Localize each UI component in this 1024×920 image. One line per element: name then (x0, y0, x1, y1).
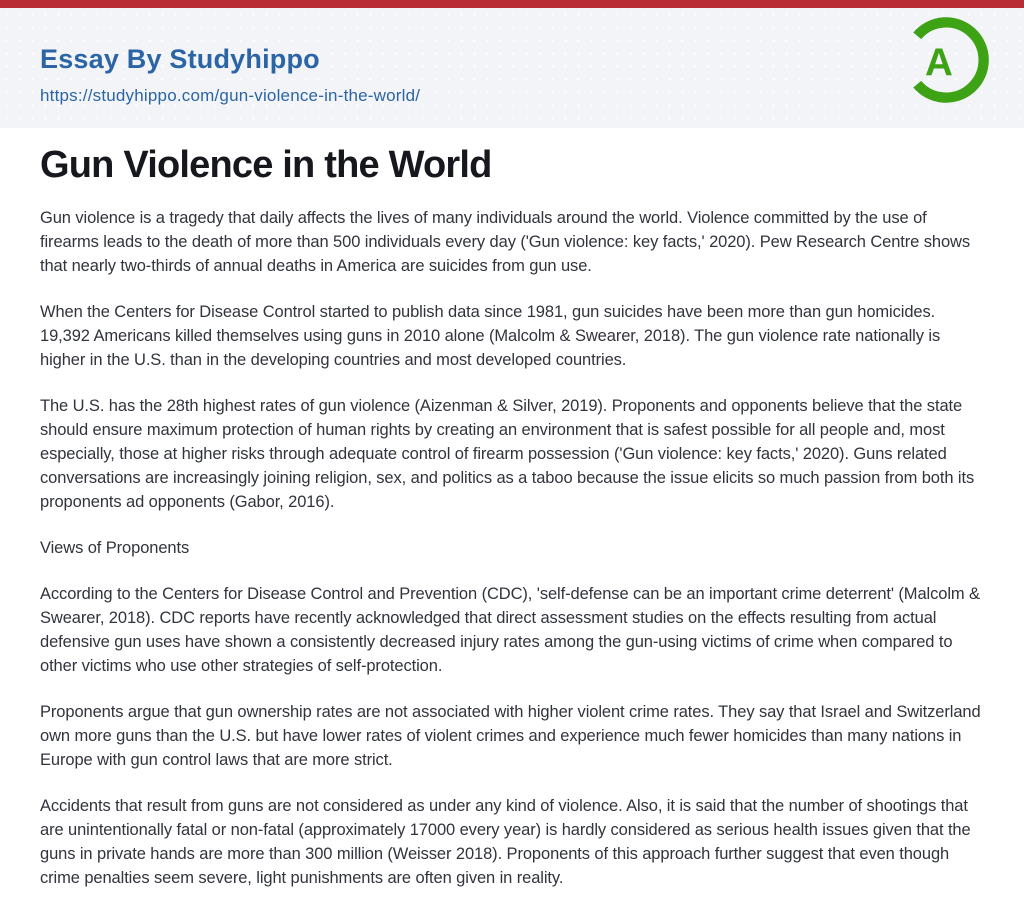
source-url-link[interactable]: https://studyhippo.com/gun-violence-in-the-world/ (40, 86, 421, 105)
top-accent-bar (0, 0, 1024, 8)
site-title: Essay By Studyhippo (40, 44, 320, 74)
article-paragraph: Accidents that result from guns are not considered as under any kind of violence. Also, it is said that the number of shootings that are unintentionally fatal or non-fatal (approximately 17000 every year) is hardly considered as serious health issues given that the guns in private hands are more than 300 million (Weisser 2018). Proponents of this approach further suggest that even though crime penalties seem severe, light punishments are often given in reality. (40, 797, 971, 887)
section-heading-views-of-proponents: Views of Proponents (40, 539, 190, 557)
studyhippo-logo[interactable] (899, 13, 993, 107)
article-title: Gun Violence in the World (40, 144, 492, 186)
article-paragraph: Gun violence is a tragedy that daily affects the lives of many individuals around the world. Violence committed by the use of firearms leads to the death of more than 500 individuals every day ('Gun violence: key facts,' 2020). Pew Research Centre shows that nearly two-thirds of annual deaths in America are suicides from gun use. (40, 209, 971, 275)
page-header (0, 8, 1024, 128)
article-paragraph: Proponents argue that gun ownership rates are not associated with higher violent crime rates. They say that Israel and Switzerland own more guns than the U.S. but have lower rates of violent crimes and experience much fewer homicides than many nations in Europe with gun control laws that are more strict. (40, 703, 981, 769)
article-paragraph: According to the Centers for Disease Control and Prevention (CDC), 'self-defense can be an important crime deterrent' (Malcolm & Swearer, 2018). CDC reports have recently acknowledged that direct assessment studies on the effects resulting from actual defensive gun uses have shown a consistently decreased injury rates among the gun-using victims of crime when compared to other victims who use other strategies of self-protection. (40, 585, 980, 675)
article-paragraph: The U.S. has the 28th highest rates of gun violence (Aizenman & Silver, 2019). Proponents and opponents believe that the state should ensure maximum protection of human rights by creating an environment that is safest possible for all people and, most especially, those at higher risks through adequate control of firearm possession ('Gun violence: key facts,' 2020). Guns related conversations are increasingly joining religion, sex, and politics as a taboo because the issue elicits so much passion from both its proponents ad opponents (Gabor, 2016). (40, 397, 975, 511)
article-paragraph: When the Centers for Disease Control started to publish data since 1981, gun suicides have been more than gun homicides. 19,392 Americans killed themselves using guns in 2010 alone (Malcolm & Swearer, 2018). The gun violence rate nationally is higher in the U.S. than in the developing countries and most developed countries. (40, 303, 941, 369)
logo-a-icon (899, 13, 993, 107)
article-body (0, 143, 1024, 890)
svg-text:A: A (925, 41, 953, 85)
